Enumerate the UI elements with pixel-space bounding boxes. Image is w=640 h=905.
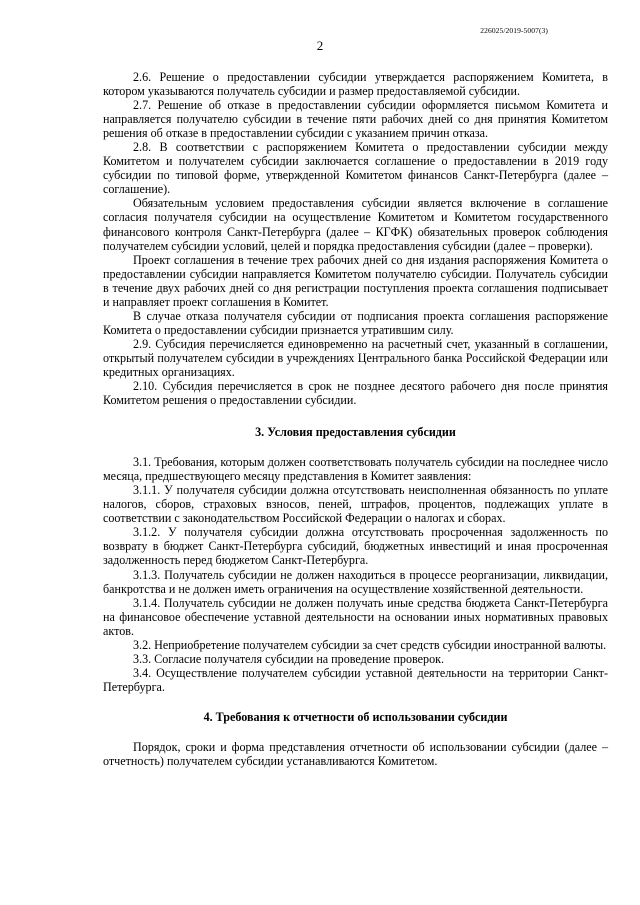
paragraph-reporting-order: Порядок, сроки и форма представления отчетности об использовании субсидии (далее – отчетность) получателем субсидии устанавливаются Комитетом. bbox=[103, 739, 608, 768]
paragraph-draft-agreement: Проект соглашения в течение трех рабочих дней со дня издания распоряжения Комитета о предоставлении субсидии направляется Комитетом получателю субсидии. Получатель субсидии в течение двух рабочих дней со дня регистрации поступления проекта соглашения подписывает и направляет проект соглашения в Комитет. bbox=[103, 252, 608, 309]
paragraph-2-7: 2.7. Решение об отказе в предоставлении субсидии оформляется письмом Комитета и направляется получателю субсидии в течение пяти рабочих дней со дня принятия Комитетом решения об отказе в предоставлении субсидии с указанием причин отказа. bbox=[103, 98, 608, 141]
heading-spacer bbox=[103, 439, 608, 455]
paragraph-2-6: 2.6. Решение о предоставлении субсидии утверждается распоряжением Комитета, в котором указываются получатель субсидии и размер предоставляемой субсидии. bbox=[103, 70, 608, 99]
paragraph-3-3: 3.3. Согласие получателя субсидии на проведение проверок. bbox=[133, 651, 445, 666]
paragraph-2-10: 2.10. Субсидия перечисляется в срок не позднее десятого рабочего дня после принятия Комитетом решения о предоставлении субсидии. bbox=[103, 379, 608, 408]
paragraph-3-2: 3.2. Неприобретение получателем субсидии за счет средств субсидии иностранной валюты. bbox=[133, 637, 607, 652]
document-body bbox=[103, 70, 608, 768]
section-spacer bbox=[103, 407, 608, 425]
paragraph-3-1-1: 3.1.1. У получателя субсидии должна отсутствовать неисполненная обязанность по уплате налогов, сборов, страховых взносов, пеней, штрафов, процентов, подлежащих уплате в соответствии с законодательством Российской Федерации о налогах и сборах. bbox=[103, 483, 608, 526]
section-spacer bbox=[103, 694, 608, 710]
paragraph-3-1-4: 3.1.4. Получатель субсидии не должен получать иные средства бюджета Санкт-Петербурга на финансовое обеспечение уставной деятельности на основании иных нормативных правовых актов. bbox=[103, 595, 608, 638]
paragraph-2-9: 2.9. Субсидия перечисляется единовременно на расчетный счет, указанный в соглашении, открытый получателем субсидии в учреждениях Центрального банка Российской Федерации или кредитных организациях. bbox=[103, 336, 608, 379]
document-id: 226025/2019-5007(3) bbox=[480, 26, 548, 35]
paragraph-3-1-2: 3.1.2. У получателя субсидии должна отсутствовать просроченная задолженность по возврату в бюджет Санкт-Петербурга субсидий, бюджетных инвестиций и иная просроченная задолженность перед бюджетом Санкт-Петербурга. bbox=[103, 525, 608, 568]
paragraph-mandatory-condition: Обязательным условием предоставления субсидии является включение в соглашение согласия получателя субсидии на осуществление Комитетом и Комитетом государственного финансового контроля Санкт-Петербурга (далее – КГФК) обязательных проверок соблюдения получателем субсидии условий, целей и порядка предоставления субсидии (далее – проверки). bbox=[103, 196, 608, 253]
page-number: 2 bbox=[316, 38, 324, 53]
section-3-heading: 3. Условия предоставления субсидии bbox=[255, 425, 456, 440]
paragraph-3-4: 3.4. Осуществление получателем субсидии уставной деятельности на территории Санкт-Петербурга. bbox=[103, 665, 608, 694]
paragraph-refusal: В случае отказа получателя субсидии от подписания проекта соглашения распоряжение Комитета о предоставлении субсидии признается утратившим силу. bbox=[103, 308, 608, 337]
paragraph-3-1-3: 3.1.3. Получатель субсидии не должен находиться в процессе реорганизации, ликвидации, банкротства и не должен иметь ограничения на осуществление хозяйственной деятельности. bbox=[103, 567, 608, 596]
heading-spacer bbox=[103, 724, 608, 740]
section-4-heading: 4. Требования к отчетности об использовании субсидии bbox=[203, 709, 508, 724]
paragraph-3-1: 3.1. Требования, которым должен соответствовать получатель субсидии на последнее число месяца, предшествующего месяцу представления в Комитет заявления: bbox=[103, 455, 608, 484]
paragraph-2-8: 2.8. В соответствии с распоряжением Комитета о предоставлении субсидии между Комитетом и получателем субсидии заключается соглашение о предоставлении в 2019 году субсидии по типовой форме, утвержденной Комитетом финансов Санкт-Петербурга (далее – соглашение). bbox=[103, 140, 608, 197]
